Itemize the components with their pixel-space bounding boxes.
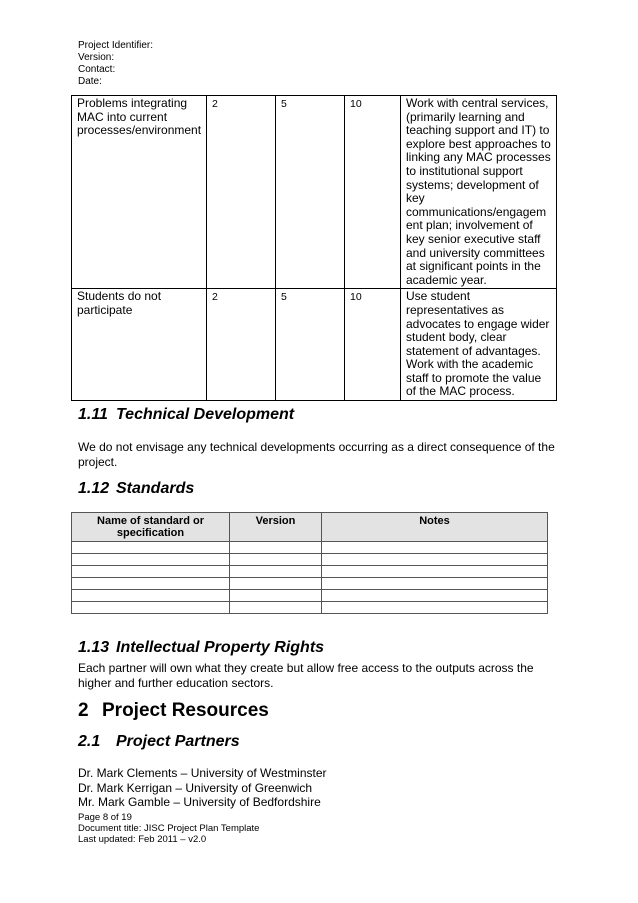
- risk-action: Work with central services, (primarily learning and teaching support and IT) to explore best approaches to linking any MAC processes to institutional support systems; development of key communications/engagement plan; involvement of key senior executive staff and university committees at significant points in the academic year.: [401, 96, 557, 289]
- page-number: Page 8 of 19: [78, 812, 132, 823]
- technical-development-text: We do not envisage any technical developments occurring as a direct consequence of the project.: [78, 440, 555, 469]
- contact-label: Contact:: [78, 64, 116, 75]
- table-row: [72, 566, 548, 578]
- section-heading-ipr: 1.13 Intellectual Property Rights: [78, 639, 325, 656]
- risk-score: 10: [345, 96, 401, 289]
- date-label: Date:: [78, 76, 102, 87]
- list-item: Dr. Mark Clements – University of Westminster: [78, 766, 327, 780]
- list-item: Mr. Mark Gamble – University of Bedfordshire: [78, 795, 321, 809]
- version-label: Version:: [78, 52, 115, 63]
- project-identifier-label: Project Identifier:: [78, 40, 154, 51]
- table-row: [72, 578, 548, 590]
- page-header: [78, 40, 153, 88]
- risk-probability: 2: [207, 96, 276, 289]
- list-item: Dr. Mark Kerrigan – University of Greenwich: [78, 780, 313, 795]
- risk-score: 10: [345, 289, 401, 401]
- risk-table: [71, 95, 557, 401]
- risk-severity: 5: [276, 289, 345, 401]
- section-heading-standards: 1.12 Standards: [78, 480, 195, 497]
- risk-severity: 5: [276, 96, 345, 289]
- section-heading-project-resources: 2 Project Resources: [78, 700, 269, 721]
- column-header-notes: Notes: [322, 513, 548, 542]
- page-footer: [78, 812, 259, 845]
- last-updated: Last updated: Feb 2011 – v2.0: [78, 834, 207, 845]
- column-header-name: Name of standard or specification: [72, 513, 230, 542]
- table-header-row: [72, 513, 548, 542]
- table-row: [72, 602, 548, 614]
- table-row: [72, 542, 548, 554]
- section-heading-project-partners: 2.1 Project Partners: [78, 733, 240, 750]
- risk-probability: 2: [207, 289, 276, 401]
- table-row: [72, 554, 548, 566]
- partners-list: [78, 766, 327, 810]
- column-header-version: Version: [230, 513, 322, 542]
- standards-table: [71, 512, 548, 614]
- risk-description: Problems integrating MAC into current processes/environment: [72, 96, 207, 289]
- section-heading-technical-development: 1.11 Technical Development: [78, 406, 295, 423]
- table-row: [72, 590, 548, 602]
- table-row: [72, 289, 557, 401]
- document-title: Document title: JISC Project Plan Template: [78, 823, 260, 834]
- risk-description: Students do not participate: [72, 289, 207, 401]
- table-row: [72, 96, 557, 289]
- risk-action: Use student representatives as advocates to engage wider student body, clear statement of advantages. Work with the academic staff to promote the value of the MAC process.: [401, 289, 557, 401]
- ipr-text: Each partner will own what they create but allow free access to the outputs across the higher and further education sectors.: [78, 661, 534, 690]
